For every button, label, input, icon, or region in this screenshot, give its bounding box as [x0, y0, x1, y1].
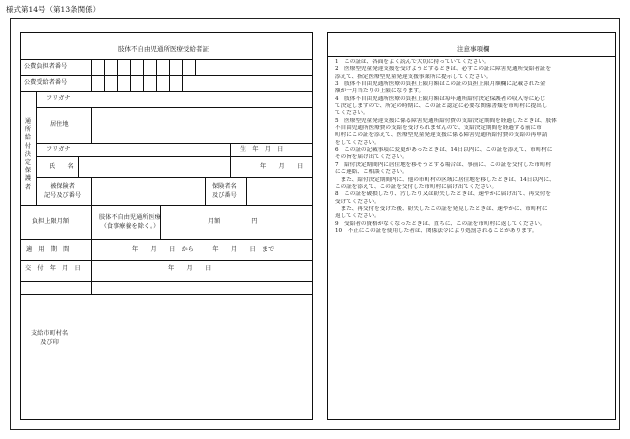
municipality-seal-label: 支給市町村名 及び印 — [31, 330, 69, 346]
note-line: 不自由児通所医療費の支給を受けられませんので、支給決定期間を経過する前に市 — [335, 125, 542, 132]
digit-box-divider — [130, 75, 131, 91]
note-line: にご連絡、ご相談ください。 — [335, 169, 408, 176]
notes-title: 注意事項欄 — [457, 45, 490, 53]
certificate-title: 肢体不自由児通所医療受給者証 — [118, 45, 209, 53]
digit-box-divider — [182, 59, 183, 75]
rule — [20, 75, 313, 76]
digit-box-divider — [117, 75, 118, 91]
note-line: その旨を届け出てください。 — [335, 154, 408, 161]
digit-box-divider — [195, 59, 196, 75]
address-label: 居住地 — [50, 121, 69, 128]
limit-description: 肢体不自由児通所医療 （食事療養を除く。） — [99, 214, 161, 230]
rule — [20, 281, 313, 282]
note-line: 受けてください。 — [335, 198, 380, 205]
form-number: 様式第14号（第13条関係） — [6, 5, 101, 14]
rule — [230, 143, 231, 177]
digit-box-divider — [156, 59, 157, 75]
furigana-label-2: フリガナ — [46, 146, 71, 153]
rule — [36, 107, 313, 108]
note-line: 5 医療型児童発達支援に係る障害児通所給付費の支給決定期間を経過したときは、肢体 — [335, 117, 557, 124]
digit-box-divider — [117, 59, 118, 75]
note-line: 3 肢体不自由児通所医療の負担上限月額はこの証の負担上限月額欄に記載された金 — [335, 81, 546, 88]
note-line: て決定しますので、所定の時期に、この証と認定に必要な関係書類を市町村に提出し — [335, 103, 548, 110]
note-line: 添えて、指定医療型児童発達支援事業所に提示してください。 — [335, 73, 492, 80]
guardian-section-label: 通 所 給 付 決 定 保 護 者 — [24, 118, 32, 191]
rule — [20, 239, 313, 240]
note-line: 9 受給者の資格がなくなったときは、直ちに、この証を市町村に返してください。 — [335, 220, 546, 227]
note-line: 町村にこの証を添えて、医療型児童発達支援に係る障害児通所給付費の支給の再申請 — [335, 132, 548, 139]
rule — [78, 156, 79, 177]
rule — [20, 260, 313, 261]
furigana-label-1: フリガナ — [46, 95, 71, 102]
note-line: をしてください。 — [335, 139, 380, 146]
digit-box-divider — [169, 75, 170, 91]
issue-date-label: 交 付 年 月 日 — [25, 265, 81, 272]
rule — [20, 294, 313, 295]
recipient-number-label: 公費受給者番号 — [24, 79, 68, 86]
digit-box-divider — [143, 59, 144, 75]
digit-box-divider — [182, 75, 183, 91]
note-line: 4 肢体不自由児通所医療の負担上限月額は毎年通所給付決定保護者の収入等に応じ — [335, 95, 546, 102]
dob-value: 年 月 日 — [260, 163, 304, 170]
note-line: 10 不正にこの証を使用した者は、関係法令により処罰されることがあります。 — [335, 227, 538, 234]
digit-box-divider — [104, 59, 105, 75]
name-label: 氏 名 — [49, 163, 74, 170]
period-label: 適 用 期 間 — [26, 246, 70, 253]
digit-box-divider — [156, 75, 157, 91]
note-line: この証を添えて、この証を交付した市町村に届け出てください。 — [335, 183, 498, 190]
rule — [36, 91, 37, 205]
rule — [91, 59, 92, 91]
insurer-label: 保険者名 及び番号 — [212, 183, 237, 199]
note-line: 2 医療型児童発達支援を受けようとするときは、必ずこの証に障害児通所受給者証を — [335, 66, 552, 73]
notes-list — [335, 59, 611, 235]
note-line: 1 この証は、各面をよく読んで大切に持っていてください。 — [335, 59, 490, 65]
rule — [91, 205, 92, 294]
digit-box-divider — [104, 75, 105, 91]
rule — [20, 91, 313, 92]
rule — [205, 177, 206, 205]
rule — [91, 177, 92, 205]
period-value: 年 月 日 から 年 月 日 まで — [132, 246, 275, 253]
digit-box-divider — [143, 75, 144, 91]
note-line: てください。 — [335, 110, 369, 117]
note-line: また、給付決定期間内に、他の市町村の区域に居住地を移したときは、14日以内に、 — [335, 176, 555, 183]
note-line: 8 この証を破損したり、汚したり又は紛失したときは、速やかに届け出て、再交付を — [335, 191, 552, 198]
rule — [20, 59, 313, 60]
note-line: 返してください。 — [335, 213, 380, 220]
rule — [91, 107, 92, 143]
digit-box-divider — [130, 59, 131, 75]
dob-label: 生 年 月 日 — [240, 146, 284, 153]
note-line: 7 給付決定期間内に居住地を移そうとする場合は、事前に、この証を交付した市町村 — [335, 161, 552, 168]
limit-label: 負担上限月額 — [32, 218, 70, 225]
insured-label: 被保険者 記号及び番号 — [44, 183, 82, 199]
note-line: また、再交付を受けた後、紛失したこの証を発見したときは、速やかに、市町村に — [335, 205, 548, 212]
issue-date-value: 年 月 日 — [168, 265, 212, 272]
rule — [327, 56, 616, 57]
payer-number-label: 公費負担者番号 — [24, 63, 68, 70]
rule — [20, 205, 313, 206]
note-line: 6 この証の記載事項に変更があったときは、14日以内に、この証を添えて、市町村に — [335, 147, 553, 154]
rule — [36, 177, 313, 178]
digit-box-divider — [169, 59, 170, 75]
rule — [36, 143, 313, 144]
limit-amount: 月額 円 — [208, 218, 258, 225]
rule — [246, 177, 247, 205]
note-line: 額が一月当たりの上限になります。 — [335, 88, 425, 95]
